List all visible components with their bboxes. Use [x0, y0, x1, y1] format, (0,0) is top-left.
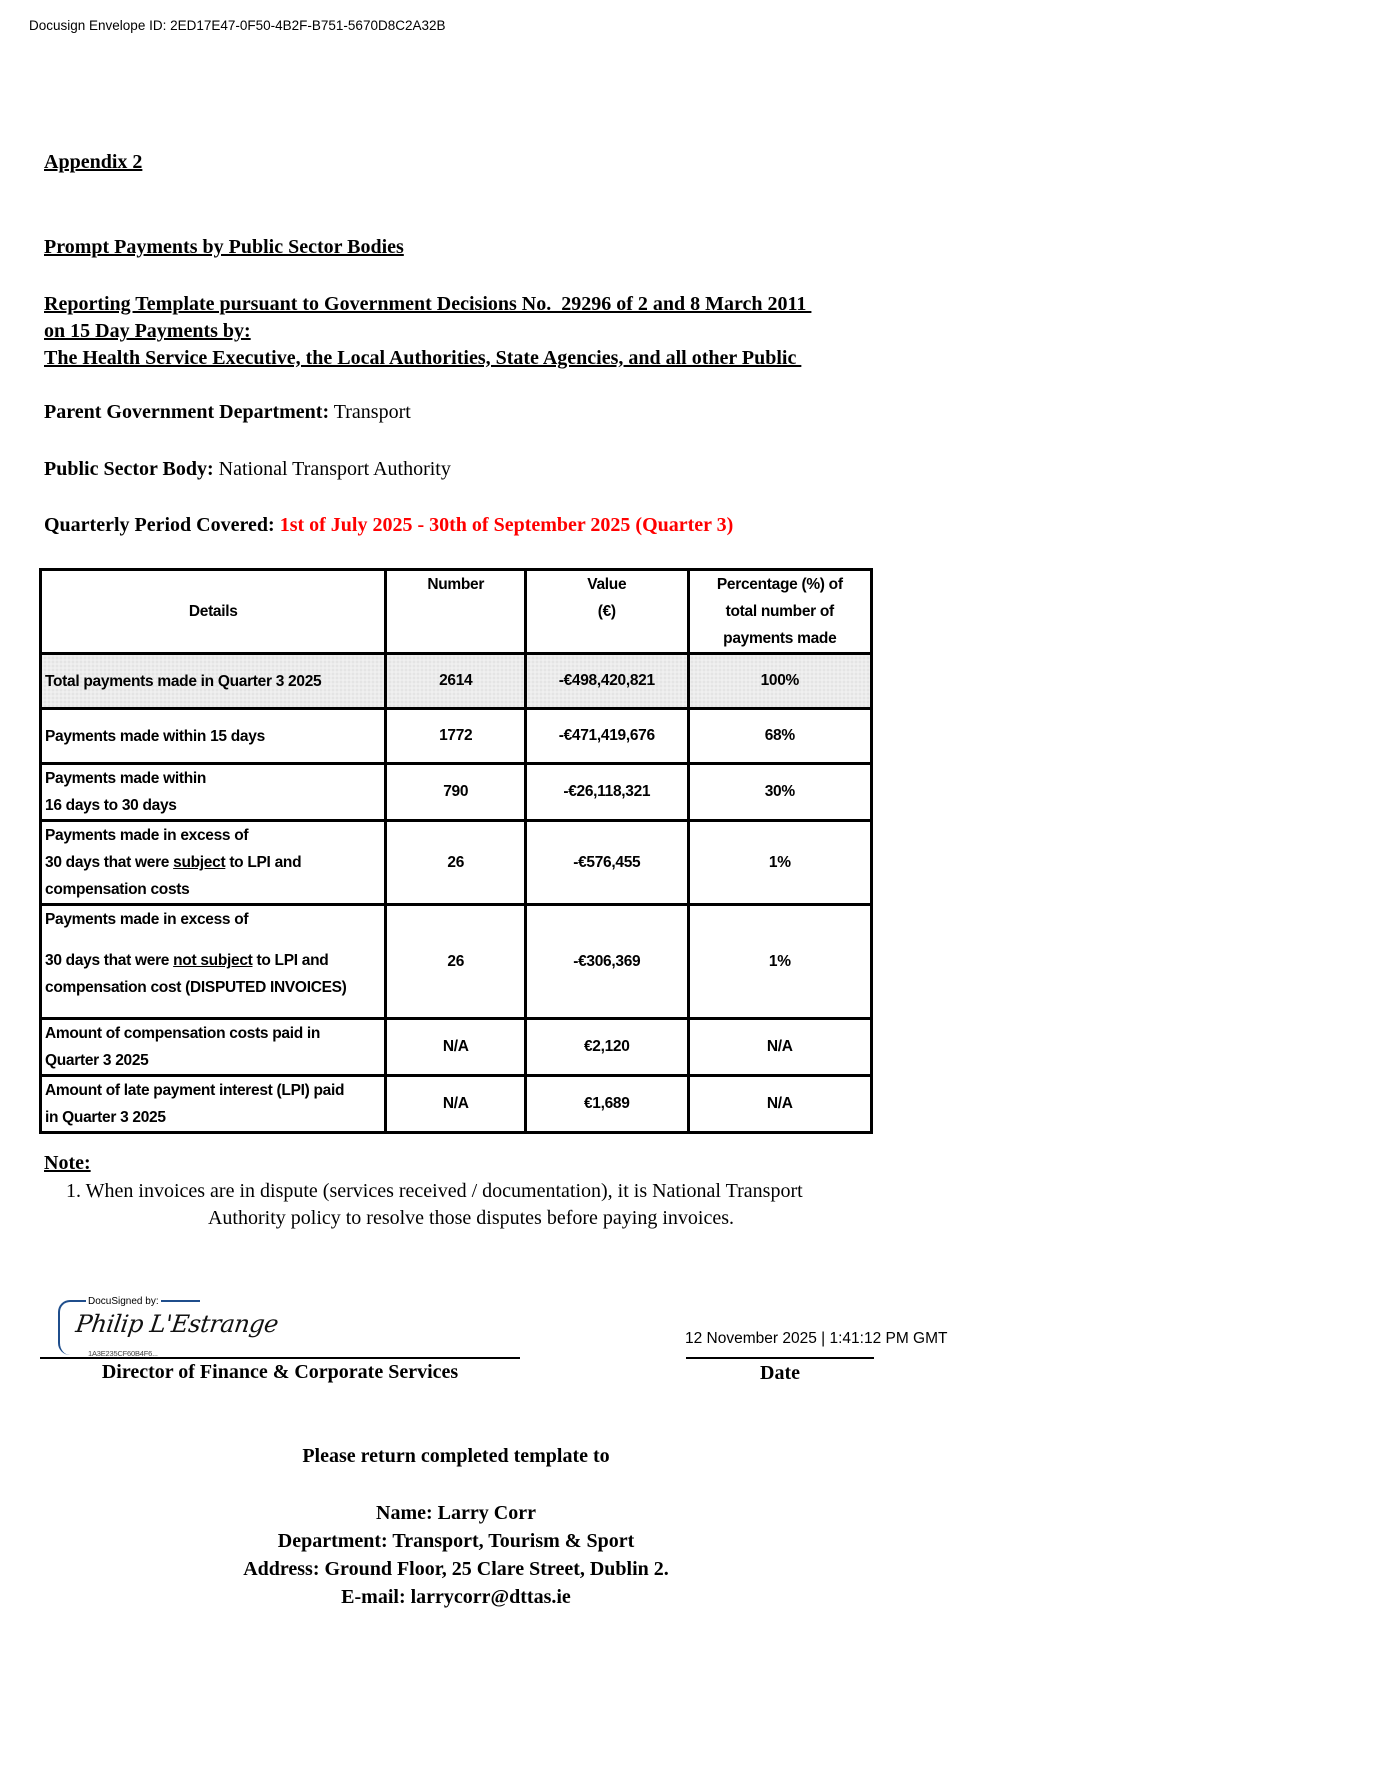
public-body-field [44, 458, 451, 481]
row-details [41, 764, 386, 821]
note-line: 1. When invoices are in dispute (services received / documentation), it is National Transport [66, 1180, 803, 1202]
row-percentage: N/A [688, 1076, 871, 1133]
return-department: Department: Transport, Tourism & Sport [277, 1530, 635, 1552]
row-details: Payments made within 15 days [41, 709, 386, 764]
signer-id: 1A3E235CF60B4F6... [88, 1349, 158, 1358]
row-details [41, 821, 386, 905]
row-value: -€471,419,676 [525, 709, 688, 764]
table-row [41, 764, 872, 821]
table-row [41, 709, 872, 764]
row-number: 2614 [386, 654, 526, 709]
parent-department-field [44, 401, 411, 424]
row-number: 26 [386, 821, 526, 905]
row-number: N/A [386, 1076, 526, 1133]
row-value: €1,689 [525, 1076, 688, 1133]
row-details-line: compensation cost (DISPUTED INVOICES) [45, 979, 347, 996]
row-details-text: 30 days that were [45, 952, 174, 969]
row-value: -€26,118,321 [525, 764, 688, 821]
public-body-label: Public Sector Body: [44, 458, 214, 480]
row-number: 790 [386, 764, 526, 821]
row-details-line: Amount of late payment interest (LPI) paid [45, 1082, 345, 1099]
row-value: -€576,455 [525, 821, 688, 905]
header-percentage [688, 570, 871, 654]
date-line [686, 1357, 874, 1359]
row-details [41, 1076, 386, 1133]
parent-department-label: Parent Government Department: [44, 401, 330, 423]
header-percentage-line: Percentage (%) of [716, 576, 843, 593]
row-number: N/A [386, 1019, 526, 1076]
row-number: 1772 [386, 709, 526, 764]
header-percentage-line: payments made [723, 630, 837, 647]
reporting-line: on 15 Day Payments by: [44, 320, 251, 342]
row-details-text: to LPI and [252, 952, 329, 969]
payments-table [39, 568, 873, 1134]
header-value [525, 570, 688, 654]
row-value: -€498,420,821 [525, 654, 688, 709]
table-row [41, 654, 872, 709]
row-details-line: 16 days to 30 days [45, 797, 177, 814]
row-details-emphasis: subject [173, 854, 226, 871]
row-details-line: Quarter 3 2025 [45, 1052, 149, 1069]
note-title: Note: [44, 1152, 91, 1174]
row-details: Total payments made in Quarter 3 2025 [41, 654, 386, 709]
header-value-unit: (€) [597, 603, 616, 620]
table-row [41, 1019, 872, 1076]
docusigned-by-label: DocuSigned by: [88, 1296, 159, 1307]
reporting-template-heading [44, 291, 811, 372]
row-percentage: 68% [688, 709, 871, 764]
table-header-row [41, 570, 872, 654]
row-details-spacer [45, 933, 381, 947]
row-details-text: to LPI and [225, 854, 302, 871]
note-text [66, 1178, 876, 1232]
row-percentage: N/A [688, 1019, 871, 1076]
row-details-emphasis: not subject [173, 952, 253, 969]
row-percentage: 1% [688, 821, 871, 905]
row-details-line: Payments made in excess of [45, 911, 249, 928]
row-number: 26 [386, 905, 526, 1019]
row-details [41, 905, 386, 1019]
signer-title: Director of Finance & Corporate Services [101, 1361, 459, 1383]
public-body-value: National Transport Authority [218, 458, 451, 480]
period-value: 1st of July 2025 - 30th of September 2025 (Quarter 3) [279, 514, 734, 536]
parent-department-value: Transport [333, 401, 411, 423]
return-name: Name: Larry Corr [376, 1502, 536, 1524]
header-details: Details [41, 570, 386, 654]
row-percentage: 100% [688, 654, 871, 709]
row-details-line: Payments made in excess of [45, 827, 249, 844]
date-label: Date [760, 1362, 800, 1384]
handwritten-signature: Philip L'Estrange [74, 1310, 280, 1338]
period-label: Quarterly Period Covered: [44, 514, 275, 536]
row-value: -€306,369 [525, 905, 688, 1019]
row-percentage: 30% [688, 764, 871, 821]
table-row [41, 821, 872, 905]
appendix-heading: Appendix 2 [44, 151, 143, 173]
document-title: Prompt Payments by Public Sector Bodies [44, 236, 404, 258]
envelope-id: Docusign Envelope ID: 2ED17E47-0F50-4B2F-B751-5670D8C2A32B [29, 18, 446, 33]
return-intro: Please return completed template to [302, 1445, 610, 1467]
row-details-line [45, 849, 381, 876]
row-value: €2,120 [525, 1019, 688, 1076]
table-row [41, 905, 872, 1019]
row-details-line [45, 947, 381, 974]
row-percentage: 1% [688, 905, 871, 1019]
reporting-line: The Health Service Executive, the Local Authorities, State Agencies, and all other Public [44, 347, 802, 369]
table-row [41, 1076, 872, 1133]
row-details-line: compensation costs [45, 881, 190, 898]
header-number: Number [386, 570, 526, 654]
row-details-text: 30 days that were [45, 854, 174, 871]
return-address: Address: Ground Floor, 25 Clare Street, Dublin 2. [243, 1558, 669, 1580]
header-value-label: Value [587, 576, 627, 593]
row-details-line: Amount of compensation costs paid in [45, 1025, 321, 1042]
period-field [44, 514, 733, 537]
row-details [41, 1019, 386, 1076]
row-details-line: in Quarter 3 2025 [45, 1109, 166, 1126]
reporting-line: Reporting Template pursuant to Government Decisions No. 29296 of 2 and 8 March 2011 [44, 293, 812, 315]
signed-date: 12 November 2025 | 1:41:12 PM GMT [685, 1330, 948, 1347]
row-details-line: Payments made within [45, 770, 207, 787]
note-line: Authority policy to resolve those disputes before paying invoices. [207, 1207, 734, 1229]
signature-line [40, 1357, 520, 1359]
return-email[interactable]: E-mail: larrycorr@dttas.ie [341, 1586, 571, 1608]
header-percentage-line: total number of [725, 603, 834, 620]
